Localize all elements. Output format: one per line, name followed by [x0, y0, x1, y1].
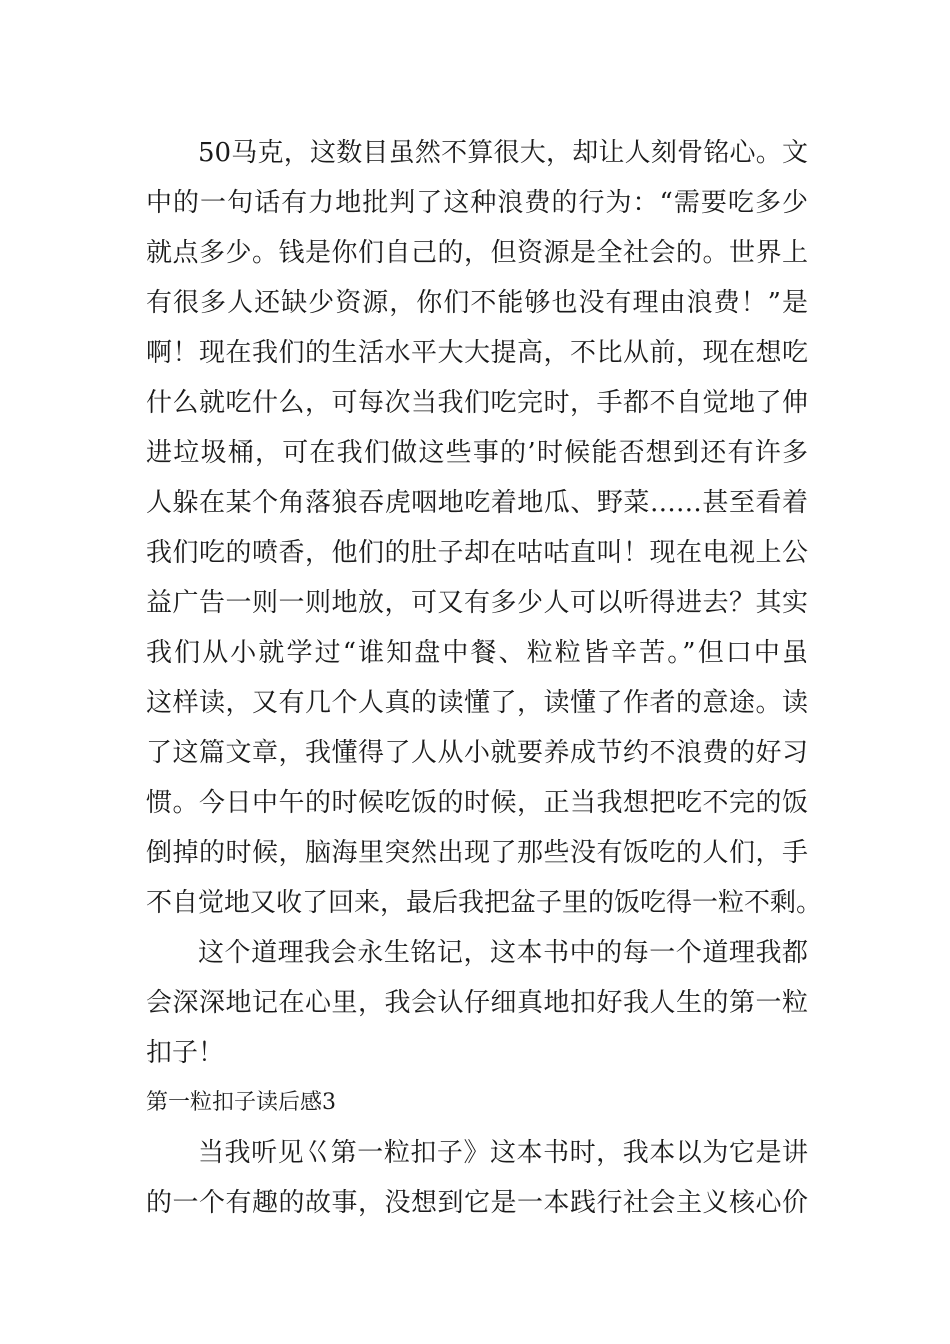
document-body: [146, 128, 823, 1228]
paragraph-2: [146, 928, 808, 1078]
text-line: 中的一句话有力地批判了这种浪费的行为：“需要吃多少: [146, 188, 808, 218]
text-line: 啊！现在我们的生活水平大大提高，不比从前，现在想吃: [146, 338, 808, 368]
text-line: 这样读，又有几个人真的读懂了，读懂了作者的意途。读: [146, 688, 808, 718]
text-line: 有很多人还缺少资源，你们不能够也没有理由浪费！”是: [146, 288, 808, 318]
paragraph-1: [146, 128, 823, 928]
text-line: 扣子！: [146, 1038, 225, 1068]
text-line: 我们吃的喷香，他们的肚子却在咕咕直叫！现在电视上公: [146, 538, 808, 568]
text-line: 不自觉地又收了回来，最后我把盆子里的饭吃得一粒不剩。: [146, 888, 823, 918]
text-line: 当我听见巜第一粒扣子》这本书时，我本以为它是讲: [198, 1138, 808, 1168]
text-line: 惯。今日中午的时候吃饭的时候，正当我想把吃不完的饭: [146, 788, 808, 818]
paragraph-3: [146, 1128, 808, 1228]
text-line: 50马克，这数目虽然不算很大，却让人刻骨铭心。文: [198, 138, 808, 168]
section-heading: 第一粒扣子读后感3: [146, 1090, 336, 1115]
text-line: 益广告一则一则地放，可又有多少人可以听得进去？其实: [146, 588, 808, 618]
text-line: 会深深地记在心里，我会认仔细真地扣好我人生的第一粒: [146, 988, 808, 1018]
text-line: 什么就吃什么，可每次当我们吃完时，手都不自觉地了伸: [146, 388, 808, 418]
text-line: 倒掉的时候，脑海里突然出现了那些没有饭吃的人们，手: [146, 838, 808, 868]
text-line: 的一个有趣的故事，没想到它是一本践行社会主义核心价: [146, 1188, 808, 1218]
text-line: 就点多少。钱是你们自己的，但资源是全社会的。世界上: [146, 238, 808, 268]
text-line: 进垃圾桶，可在我们做这些事的’时候能否想到还有许多: [146, 438, 808, 468]
text-line: 了这篇文章，我懂得了人从小就要养成节约不浪费的好习: [146, 738, 808, 768]
text-line: 我们从小就学过“谁知盘中餐、粒粒皆辛苦。”但口中虽: [146, 638, 808, 668]
text-line: 这个道理我会永生铭记，这本书中的每一个道理我都: [198, 938, 808, 968]
text-line: 人躲在某个角落狼吞虎咽地吃着地瓜、野菜……甚至看着: [146, 488, 808, 518]
